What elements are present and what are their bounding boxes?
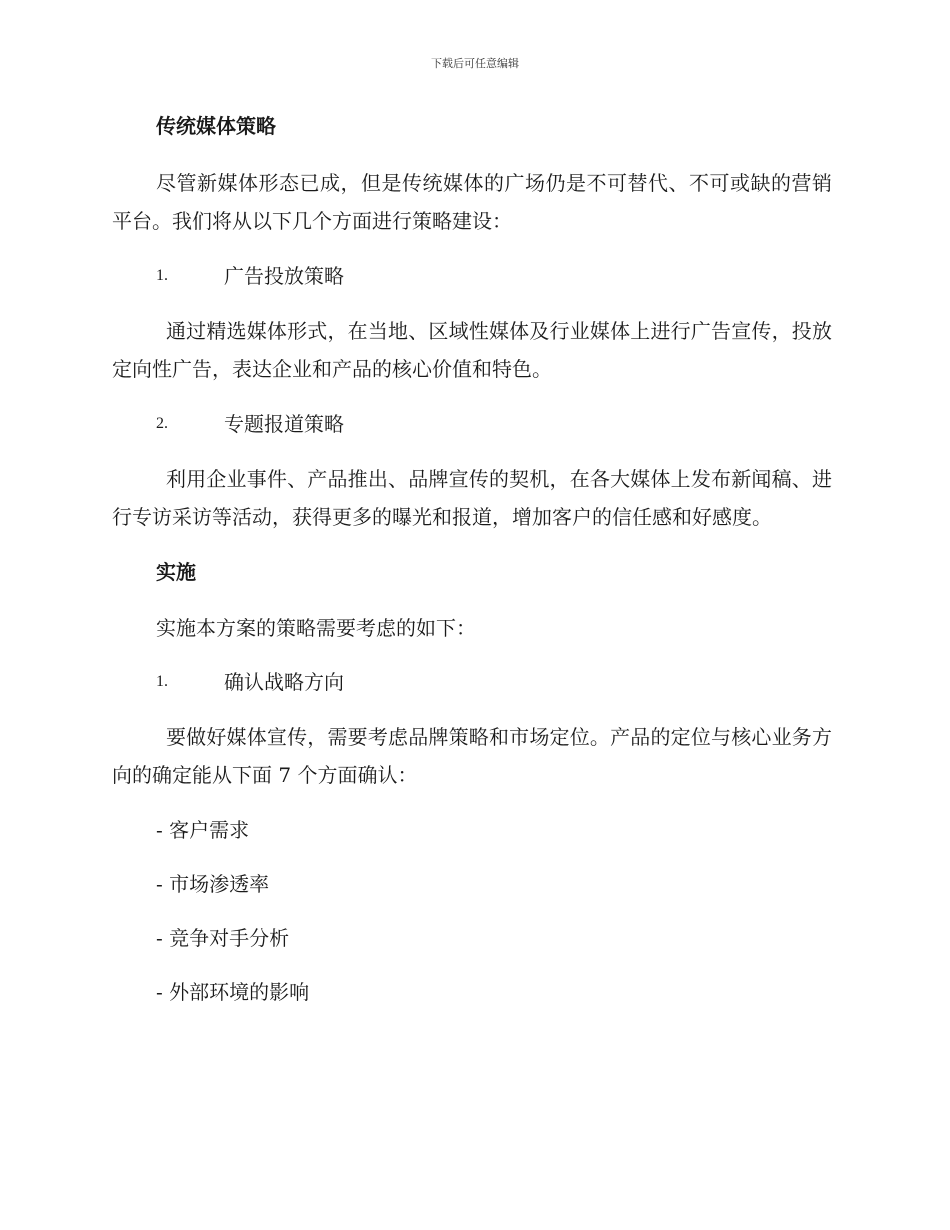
list-item-feature-report bbox=[156, 406, 832, 442]
list-label: 广告投放策略 bbox=[224, 264, 344, 288]
section-title-implementation: 实施 bbox=[156, 560, 196, 584]
list-number: 1. bbox=[156, 673, 168, 690]
document-body bbox=[112, 108, 832, 1028]
confirm-direction-paragraph: 要做好媒体宣传，需要考虑品牌策略和市场定位。产品的定位与核心业务方向的确定能从下面 7 个方面确认： bbox=[112, 725, 832, 787]
list-label: 确认战略方向 bbox=[224, 670, 344, 694]
ad-strategy-paragraph: 通过精选媒体形式，在当地、区域性媒体及行业媒体上进行广告宣传，投放定向性广告，表达企业和产品的核心价值和特色。 bbox=[112, 319, 832, 381]
dash-item-market-penetration: - 市场渗透率 bbox=[156, 872, 270, 896]
dash-item-competitor-analysis: - 竞争对手分析 bbox=[156, 926, 290, 950]
list-item-ad-strategy bbox=[156, 258, 832, 294]
list-label: 专题报道策略 bbox=[224, 412, 344, 436]
dash-item-external-environment: - 外部环境的影响 bbox=[156, 980, 310, 1004]
dash-item-customer-needs: - 客户需求 bbox=[156, 818, 250, 842]
section-intro-paragraph: 尽管新媒体形态已成，但是传统媒体的广场仍是不可替代、不可或缺的营销平台。我们将从以下几个方面进行策略建设： bbox=[112, 171, 832, 233]
feature-report-paragraph: 利用企业事件、产品推出、品牌宣传的契机，在各大媒体上发布新闻稿、进行专访采访等活动，获得更多的曝光和报道，增加客户的信任感和好感度。 bbox=[112, 467, 832, 529]
list-number: 2. bbox=[156, 415, 168, 432]
list-number: 1. bbox=[156, 267, 168, 284]
page-header: 下载后可任意编辑 bbox=[431, 57, 519, 70]
implementation-intro: 实施本方案的策略需要考虑的如下： bbox=[156, 616, 476, 640]
section-title-traditional-media: 传统媒体策略 bbox=[156, 114, 276, 138]
list-item-confirm-direction bbox=[156, 664, 832, 700]
